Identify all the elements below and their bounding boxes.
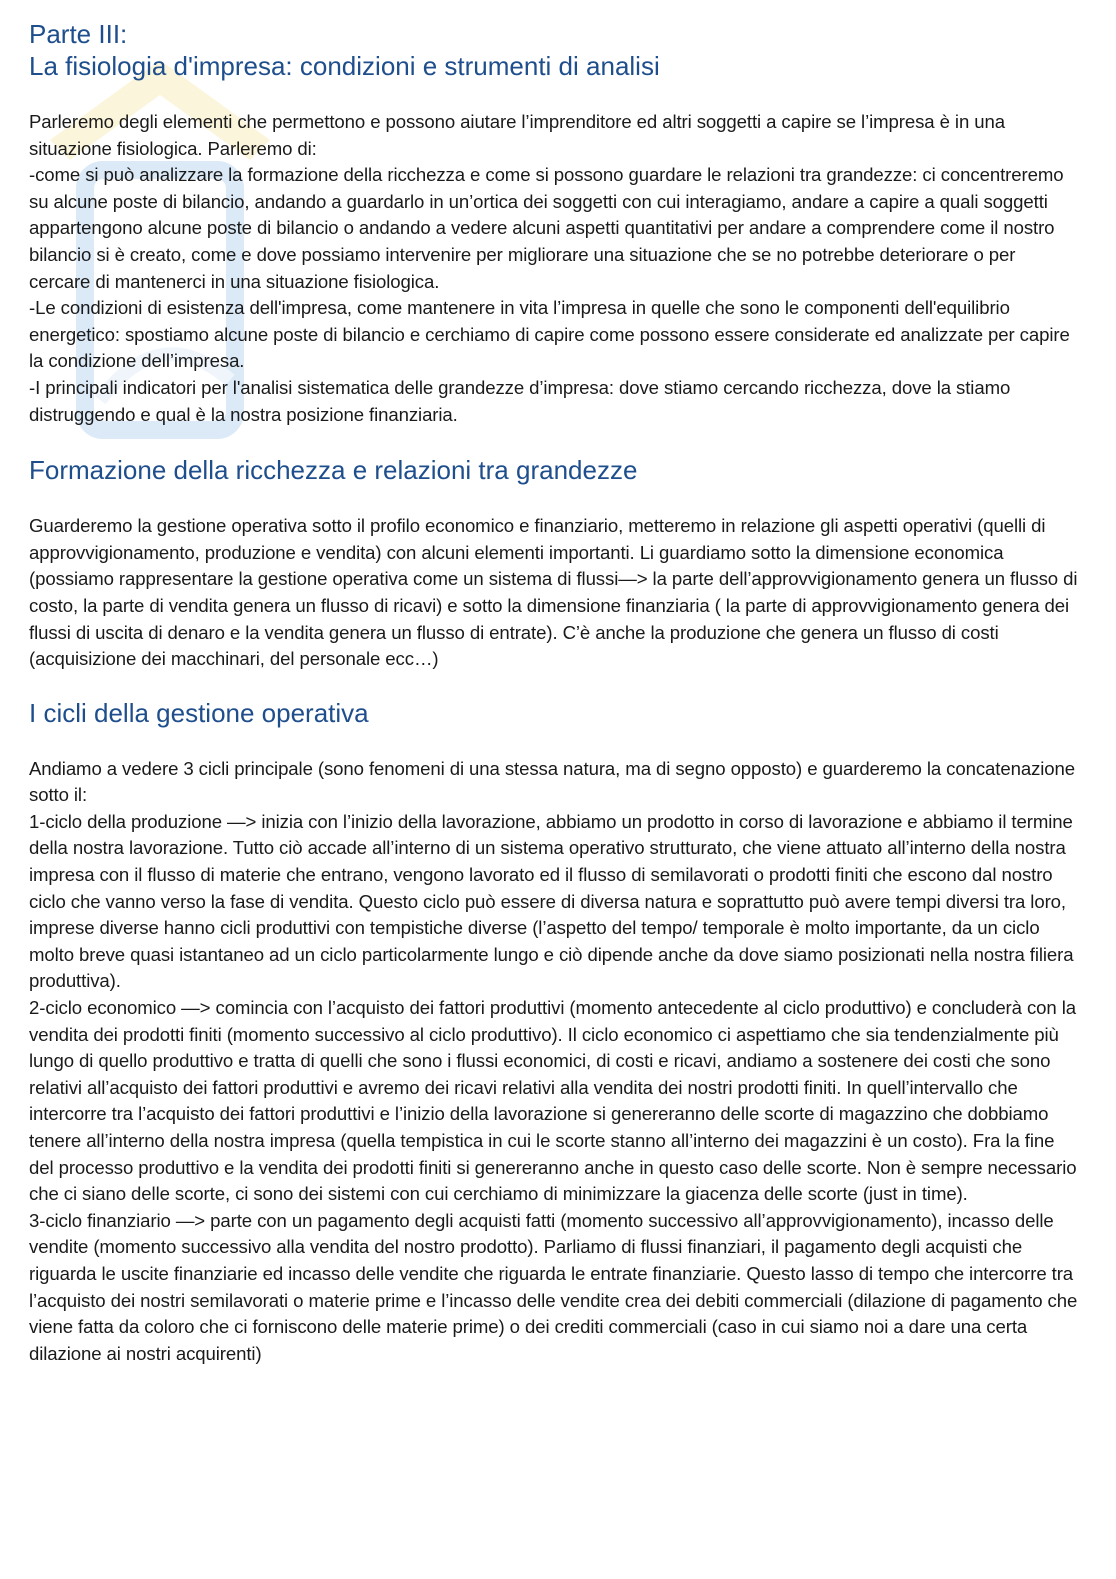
intro-paragraph: -I principali indicatori per l'analisi sistematica delle grandezze d’impresa: dove stiamo cercando ricchezza, dove la stiamo distruggendo e qual è la nostra posizione finanziaria. <box>29 376 1011 425</box>
title-line-1: Parte III: <box>29 19 128 49</box>
intro-paragraph: -Le condizioni di esistenza dell'impresa, come mantenere in vita l’impresa in quelle che sono le componenti dell'equilibrio energetico: spostiamo alcune poste di bilancio e cerchiamo di capire come possono essere considerate ed analizzate per capire la condizione dell’impresa. <box>29 297 1070 372</box>
intro-paragraph: Parleremo degli elementi che permettono e possono aiutare l’imprenditore ed altri soggetti a capire se l’impresa è in una situazione fisiologica. Parleremo di: <box>29 111 1005 159</box>
section-paragraph: Guarderemo la gestione operativa sotto il profilo economico e finanziario, metteremo in relazione gli aspetti operativi (quelli di approvvigionamento, produzione e vendita) con alcuni elementi importanti. Li guardiamo sotto la dimensione economica (possiamo rappresentare la gestione operativa come un sistema di flussi—> la parte dell’approvvigionamento genera un flusso di costo, la parte di vendita genera un flusso di ricavi) e sotto la dimensione finanziaria ( la parte di approvvigionamento genera dei flussi di uscita di denaro e la vendita genera un flusso di entrate). C’è anche la produzione che genera un flusso di costi (acquisizione dei macchinari, del personale ecc…) <box>29 515 1078 670</box>
title-line-2: La fisiologia d'impresa: condizioni e strumenti di analisi <box>29 51 660 81</box>
section-heading: Formazione della ricchezza e relazioni tra grandezze <box>29 455 638 486</box>
section-paragraph: Andiamo a vedere 3 cicli principale (sono fenomeni di una stessa natura, ma di segno opposto) e guarderemo la concatenazione sotto il: <box>29 757 1076 806</box>
intro-paragraph: -come si può analizzare la formazione della ricchezza e come si possono guardare le relazioni tra grandezze: ci concentreremo su alcune poste di bilancio, andando a guardarlo in un’ortica dei soggetti con cui interagiamo, andare a capire a quali soggetti appartengono alcune poste di bilancio o andando a vedere alcuni aspetti quantitativi per andare a comprendere come il nostro bilancio si è creato, come e dove possiamo intervenire per migliorare una situazione che se no potrebbe deteriorare o per cercare di mantenerci in una situazione fisiologica. <box>29 164 1064 292</box>
section-heading: I cicli della gestione operativa <box>29 697 369 728</box>
section-body <box>29 513 1079 673</box>
section-body <box>29 756 1079 1368</box>
section-paragraph: 1-ciclo della produzione —> inizia con l’inizio della lavorazione, abbiamo un prodotto in corso di lavorazione e abbiamo il termine della nostra lavorazione. Tutto ciò accade all’interno di un sistema operativo strutturato, che viene attuato all’interno della nostra impresa con il flusso di materie che entrano, vengono lavorato ed il flusso di semilavorati o prodotti finiti che escono dal nostro ciclo che vanno verso la fase di vendita. Questo ciclo può essere di diversa natura e soprattutto può avere tempi diversi tra loro, imprese diverse hanno cicli produttivi con tempistiche diverse (l’aspetto del tempo/ temporale è molto importante, da un ciclo molto breve quasi istantaneo ad un ciclo particolarmente lungo e ciò dipende anche da dove siamo posizionati nella nostra filiera produttiva). <box>29 810 1074 992</box>
document-page <box>29 18 1079 1367</box>
intro-section <box>29 109 1079 428</box>
section-paragraph: 2-ciclo economico —> comincia con l’acquisto dei fattori produttivi (momento antecedente al ciclo produttivo) e concluderà con la vendita dei prodotti finiti (momento successivo al ciclo produttivo). Il ciclo economico ci aspettiamo che sia tendenzialmente più lungo di quello produttivo e tratta di quelli che sono i flussi economici, di costi e ricavi, andiamo a sostenere dei costi che sono relativi all’acquisto dei fattori produttivi e avremo dei ricavi relativi alla vendita dei nostri prodotti finiti. In quell’intervallo che intercorre tra l’acquisto dei fattori produttivi e l’inizio della lavorazione si genereranno delle scorte di magazzino che dobbiamo tenere all’interno della nostra impresa (quella tempistica in cui le scorte stanno all’interno dei magazzini è un costo). Fra la fine del processo produttivo e la vendita dei prodotti finiti si genereranno anche in questo caso delle scorte. Non è sempre necessario che ci siano delle scorte, ci sono dei sistemi con cui cerchiamo di minimizzare la giacenza delle scorte (just in time). <box>29 997 1077 1205</box>
section-paragraph: 3-ciclo finanziario —> parte con un pagamento degli acquisti fatti (momento successivo all’approvvigionamento), incasso delle vendite (momento successivo alla vendita del nostro prodotto). Parliamo di flussi finanziari, il pagamento degli acquisti che riguarda le uscite finanziarie ed incasso delle vendite che riguarda le entrate finanziarie. Questo lasso di tempo che intercorre tra l’acquisto dei nostri semilavorati o materie prime e l’incasso delle vendite crea dei debiti commerciali (dilazione di pagamento che viene fatta da coloro che ci forniscono delle materie prime) o dei crediti commerciali (caso in cui siamo noi a dare una certa dilazione ai nostri acquirenti) <box>29 1209 1078 1364</box>
page-title <box>29 18 1079 82</box>
